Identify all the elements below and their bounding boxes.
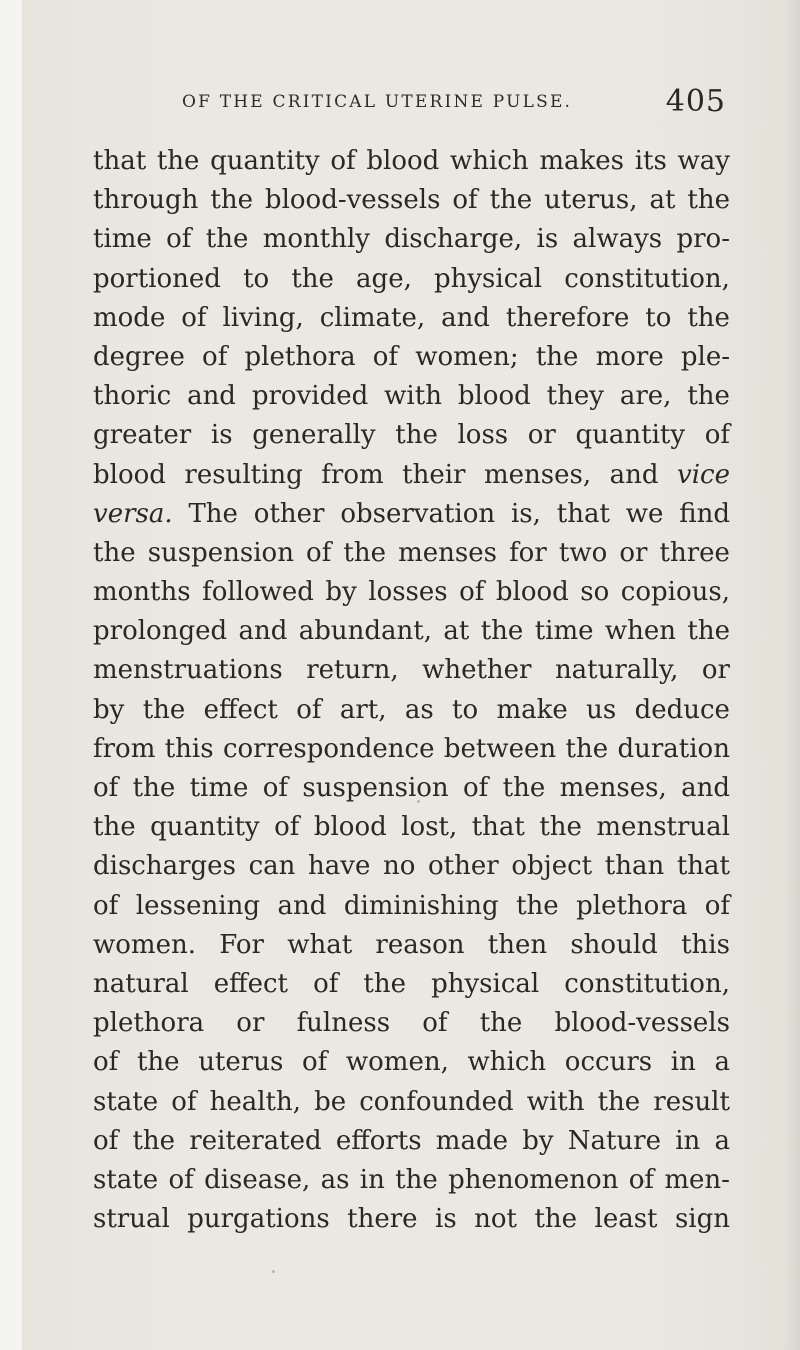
word: of: [452, 185, 478, 216]
word: degree: [93, 341, 185, 372]
word: of: [93, 773, 119, 803]
word: natural: [93, 968, 189, 999]
word: should: [570, 929, 658, 960]
word: of: [171, 1086, 197, 1117]
text-line: [93, 769, 730, 808]
word: the: [363, 968, 407, 999]
text-line: [93, 1043, 730, 1082]
word: is: [210, 420, 233, 451]
word: is: [435, 1204, 457, 1235]
word: to: [645, 302, 672, 333]
word: the: [156, 146, 200, 176]
text-line: [93, 808, 730, 847]
word: prolonged: [93, 616, 228, 647]
word: and: [277, 890, 327, 921]
word: constitution,: [564, 968, 730, 999]
word: discharge,: [384, 224, 523, 255]
word: blood-vessels: [554, 1008, 730, 1039]
text-line: [93, 887, 730, 926]
word: be: [314, 1086, 347, 1117]
text-line: [93, 691, 730, 730]
word: diminishing: [343, 890, 499, 921]
word: women.: [93, 929, 196, 960]
word: lessening: [135, 890, 260, 921]
text-line: [93, 534, 730, 573]
text-line: [93, 1122, 730, 1161]
word: fulness: [296, 1008, 391, 1039]
word: art,: [339, 694, 387, 725]
word: plethora: [244, 341, 356, 372]
word: whether: [422, 655, 532, 686]
word: of: [459, 577, 485, 608]
word: menstrual: [596, 812, 730, 843]
word: and: [441, 302, 490, 333]
word: blood: [495, 577, 569, 608]
word: time: [534, 616, 594, 647]
word: reiterated: [189, 1125, 322, 1156]
word: physical: [433, 263, 543, 294]
word: can: [248, 851, 296, 882]
word: that: [93, 146, 147, 176]
word: loss: [457, 420, 509, 451]
word: of: [166, 224, 192, 255]
word: its: [634, 146, 667, 176]
running-header: [170, 84, 730, 124]
text-line: [93, 142, 730, 181]
word: from: [93, 733, 156, 764]
word: blood-vessels: [264, 185, 441, 216]
word: quantity: [575, 420, 686, 451]
word: the: [687, 185, 730, 216]
word: the: [142, 694, 186, 725]
word: or: [619, 537, 648, 568]
text-line: [93, 260, 730, 299]
word: uterus,: [544, 185, 638, 216]
word: that: [676, 851, 730, 882]
word: more: [595, 341, 664, 372]
word: the: [534, 1204, 578, 1235]
word: plethora: [93, 1008, 205, 1039]
text-line: [93, 416, 730, 455]
word: way: [677, 146, 730, 176]
word: generally: [252, 420, 376, 451]
word: the: [480, 616, 524, 647]
word: and: [609, 459, 659, 490]
word: of: [181, 302, 207, 333]
word: the: [687, 302, 730, 333]
word: of: [306, 537, 332, 568]
text-line: [93, 847, 730, 886]
word: losses: [368, 577, 448, 608]
word: the: [93, 812, 136, 843]
text-line: [93, 338, 730, 377]
word: are,: [619, 381, 672, 412]
word: we: [625, 498, 664, 529]
word: Nature: [567, 1125, 661, 1156]
word: the: [539, 812, 582, 843]
text-line: [93, 1200, 730, 1239]
word: us: [586, 694, 617, 725]
word: at: [649, 185, 676, 216]
word: by: [522, 1125, 554, 1156]
word: no: [382, 851, 416, 882]
word: suspension: [302, 773, 449, 803]
text-line: [93, 456, 730, 495]
word: always: [572, 224, 663, 255]
word: ple-: [680, 341, 730, 372]
word: what: [287, 929, 353, 960]
text-line: [93, 926, 730, 965]
word: time: [93, 224, 152, 255]
word: physical: [431, 968, 540, 999]
word: two: [558, 537, 608, 568]
word: of: [704, 420, 730, 451]
word: of: [262, 773, 289, 803]
word: this: [164, 733, 214, 764]
word: blood: [93, 459, 166, 490]
word: menses,: [559, 773, 667, 803]
word: monthly: [262, 224, 370, 255]
word: that: [471, 812, 525, 843]
word: the: [136, 1047, 180, 1078]
word: least: [594, 1204, 658, 1235]
word: of: [422, 1008, 448, 1039]
text-line: [93, 1004, 730, 1043]
word: make: [496, 694, 568, 725]
word: of: [168, 1164, 194, 1195]
word: as: [320, 1164, 350, 1195]
word: they: [546, 381, 604, 412]
word: quantity: [150, 812, 260, 843]
word: reason: [375, 929, 465, 960]
word: the: [93, 537, 136, 568]
word: climate,: [319, 302, 426, 333]
word: effect: [213, 968, 289, 999]
word: men-: [664, 1164, 730, 1195]
word: the: [395, 1164, 438, 1195]
word: to: [452, 694, 479, 725]
word: and: [187, 381, 236, 412]
word: state: [93, 1164, 159, 1195]
word: the: [343, 537, 387, 568]
word: result: [653, 1086, 730, 1117]
word: at: [443, 616, 470, 647]
word: their: [402, 459, 466, 490]
word: when: [604, 616, 677, 647]
word: of: [301, 1047, 328, 1078]
word: the: [516, 890, 559, 921]
word: find: [679, 498, 730, 529]
text-line: [93, 181, 730, 220]
word: phenomenon: [448, 1164, 619, 1195]
word: makes: [539, 146, 624, 176]
word: For: [219, 929, 264, 960]
word: the: [479, 1008, 523, 1039]
word: efforts: [335, 1125, 422, 1156]
word: object: [511, 851, 593, 882]
word: than: [604, 851, 665, 882]
word: by: [325, 577, 357, 608]
word: or: [701, 655, 730, 686]
text-line: [93, 730, 730, 769]
page-edge-shadow: [782, 0, 800, 1350]
word: purgations: [187, 1204, 330, 1235]
word: which: [450, 146, 529, 176]
word: uterus: [198, 1047, 284, 1078]
word: of: [93, 1047, 119, 1078]
word: quantity: [210, 146, 320, 176]
word: the: [502, 773, 546, 803]
word: state: [93, 1086, 159, 1117]
word: the: [687, 616, 730, 647]
word: through: [93, 185, 199, 216]
word: observation: [340, 498, 496, 529]
word: from: [321, 459, 384, 490]
word: occurs: [564, 1047, 653, 1078]
word: have: [308, 851, 371, 882]
word: strual: [93, 1204, 170, 1235]
word: of: [704, 890, 730, 921]
word: vice: [677, 459, 730, 490]
word: sign: [674, 1204, 730, 1235]
word: correspondence: [222, 733, 435, 764]
word: health,: [209, 1086, 302, 1117]
word: women,: [345, 1047, 449, 1078]
word: age,: [356, 263, 412, 294]
word: portioned: [93, 263, 221, 294]
word: discharges: [93, 851, 236, 882]
word: lost,: [401, 812, 458, 843]
word: to: [243, 263, 270, 294]
text-line: [93, 1161, 730, 1200]
word: and: [238, 616, 288, 647]
word: menses,: [483, 459, 592, 490]
word: between: [443, 733, 557, 764]
text-line: [93, 495, 730, 534]
word: three: [659, 537, 730, 568]
word: of: [313, 968, 339, 999]
word: blood: [457, 381, 531, 412]
word: in: [359, 1164, 385, 1195]
word: pro-: [676, 224, 730, 255]
word: as: [404, 694, 434, 725]
word: of: [202, 341, 228, 372]
word: and: [681, 773, 730, 803]
word: in: [675, 1125, 701, 1156]
word: followed: [202, 577, 314, 608]
text-line: [93, 965, 730, 1004]
word: the: [132, 1125, 176, 1156]
word: is: [536, 224, 559, 255]
page-number: 405: [665, 84, 726, 119]
word: months: [93, 577, 191, 608]
word: other: [428, 851, 499, 882]
word: there: [347, 1204, 418, 1235]
word: is,: [510, 498, 541, 529]
word: the: [132, 773, 176, 803]
word: the: [210, 185, 253, 216]
word: this: [681, 929, 730, 960]
scan-margin: [0, 0, 22, 1350]
text-line: [93, 220, 730, 259]
word: duration: [617, 733, 730, 764]
word: of: [463, 773, 489, 803]
word: the: [205, 224, 249, 255]
word: greater: [93, 420, 192, 451]
text-line: [93, 1083, 730, 1122]
word: which: [467, 1047, 547, 1078]
word: menses: [398, 537, 497, 568]
word: the: [535, 341, 579, 372]
word: with: [526, 1086, 585, 1117]
body-text: [93, 142, 730, 1239]
word: constitution,: [564, 263, 730, 294]
word: living,: [222, 302, 304, 333]
word: blood: [313, 812, 387, 843]
word: copious,: [620, 577, 730, 608]
word: of: [93, 1125, 119, 1156]
text-line: [93, 377, 730, 416]
word: plethora: [576, 890, 688, 921]
word: made: [435, 1125, 508, 1156]
word: the: [489, 185, 533, 216]
word: the: [395, 420, 438, 451]
word: by: [93, 694, 125, 725]
text-line: [93, 299, 730, 338]
word: so: [580, 577, 610, 608]
text-line: [93, 612, 730, 651]
word: the: [565, 733, 609, 764]
text-line: [93, 651, 730, 690]
word: a: [714, 1125, 730, 1156]
word: time: [189, 773, 249, 803]
word: then: [487, 929, 548, 960]
word: therefore: [505, 302, 630, 333]
word: deduce: [634, 694, 730, 725]
word: the: [291, 263, 334, 294]
word: blood: [366, 146, 440, 176]
word: confounded: [359, 1086, 514, 1117]
word: of: [628, 1164, 655, 1195]
word: The: [188, 498, 238, 529]
word: with: [384, 381, 442, 412]
word: suspension: [147, 537, 294, 568]
text-line: [93, 573, 730, 612]
word: the: [687, 381, 730, 412]
word: or: [527, 420, 556, 451]
word: or: [236, 1008, 265, 1039]
word: effect: [203, 694, 278, 725]
word: versa.: [93, 498, 173, 529]
word: of: [372, 341, 399, 372]
word: of: [93, 890, 119, 921]
word: for: [509, 537, 547, 568]
word: thoric: [93, 381, 172, 412]
word: in: [670, 1047, 696, 1078]
word: of: [296, 694, 322, 725]
word: resulting: [184, 459, 303, 490]
word: provided: [251, 381, 369, 412]
word: women;: [415, 341, 519, 372]
word: menstruations: [93, 655, 283, 686]
word: naturally,: [554, 655, 679, 686]
word: of: [330, 146, 356, 176]
word: disease,: [204, 1164, 311, 1195]
word: of: [274, 812, 300, 843]
word: return,: [306, 655, 399, 686]
word: a: [714, 1047, 730, 1078]
word: abundant,: [298, 616, 433, 647]
word: that: [556, 498, 610, 529]
word: not: [474, 1204, 517, 1235]
paper-speck: [272, 1270, 275, 1273]
word: other: [253, 498, 325, 529]
word: the: [597, 1086, 641, 1117]
word: mode: [93, 302, 166, 333]
running-head-title: OF THE CRITICAL UTERINE PULSE.: [182, 92, 573, 112]
